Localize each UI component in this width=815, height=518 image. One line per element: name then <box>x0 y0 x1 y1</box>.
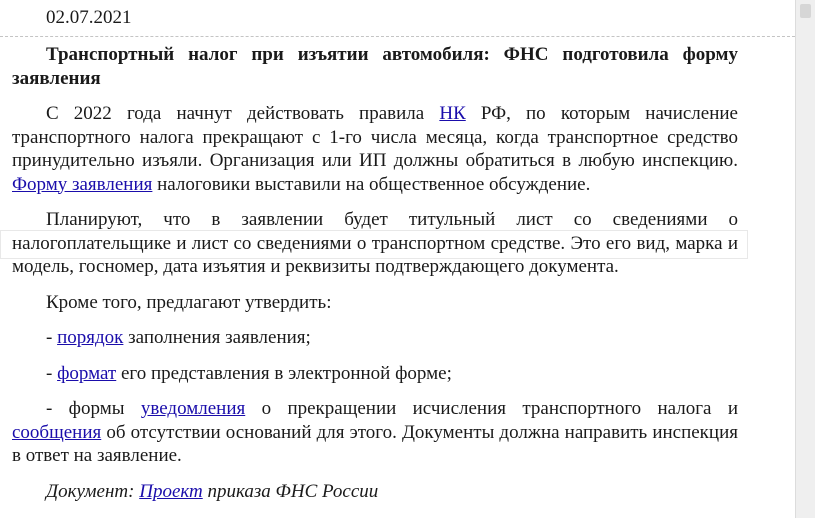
article-body <box>12 43 738 515</box>
link-draft[interactable]: Проект <box>139 480 203 502</box>
header-separator <box>0 36 795 37</box>
text-span: - формы <box>46 398 141 419</box>
link-nk[interactable]: НК <box>439 103 466 124</box>
publication-date: 02.07.2021 <box>46 7 132 28</box>
text-span: Документ: <box>46 480 140 502</box>
text-span: приказа ФНС России <box>202 480 379 502</box>
text-span: С 2022 года начнут действовать правила <box>46 103 440 124</box>
text-span: заполнения заявления; <box>123 327 311 348</box>
text-span: - <box>46 362 58 384</box>
link-format[interactable]: формат <box>57 362 117 384</box>
link-procedure[interactable]: порядок <box>57 327 124 348</box>
text-span: РФ, по которым начисление транспортного налога прекращают с 1-го числа месяца, когда транспортное средство принудительно изъяли. Организация или ИП должны обратиться в любую инспекцию. <box>12 103 738 171</box>
paragraph-plan: Планируют, что в заявлении будет титульный лист со сведениями о налогоплательщике и лист со сведениями о транспортном средстве. Это его вид, марка и модель, госномер, дата изъятия и реквизиты подтверждающего документа. <box>12 209 738 277</box>
text-span: об отсутствии оснований для этого. Документы должна направить инспекция в ответ на заявление. <box>12 421 738 466</box>
list-item-procedure <box>12 326 738 350</box>
text-span: налоговики выставили на общественное обсуждение. <box>152 173 591 195</box>
text-span: его представления в электронной форме; <box>116 362 452 384</box>
article-title: Транспортный налог при изъятии автомобиля: ФНС подготовила форму заявления <box>12 44 738 89</box>
paragraph-intro <box>12 102 738 196</box>
list-item-format <box>12 362 738 386</box>
vertical-scrollbar[interactable] <box>795 0 815 518</box>
link-application-form[interactable]: Форму заявления <box>12 173 153 195</box>
text-span: - <box>46 327 58 348</box>
document-reference <box>12 480 738 504</box>
link-notification[interactable]: уведомления <box>140 398 246 419</box>
list-item-forms <box>12 397 738 468</box>
scrollbar-thumb[interactable] <box>800 4 811 18</box>
link-message[interactable]: сообщения <box>12 421 102 443</box>
text-span: о прекращении исчисления транспортного налога и <box>245 398 738 419</box>
paragraph-also: Кроме того, предлагают утвердить: <box>46 291 332 313</box>
